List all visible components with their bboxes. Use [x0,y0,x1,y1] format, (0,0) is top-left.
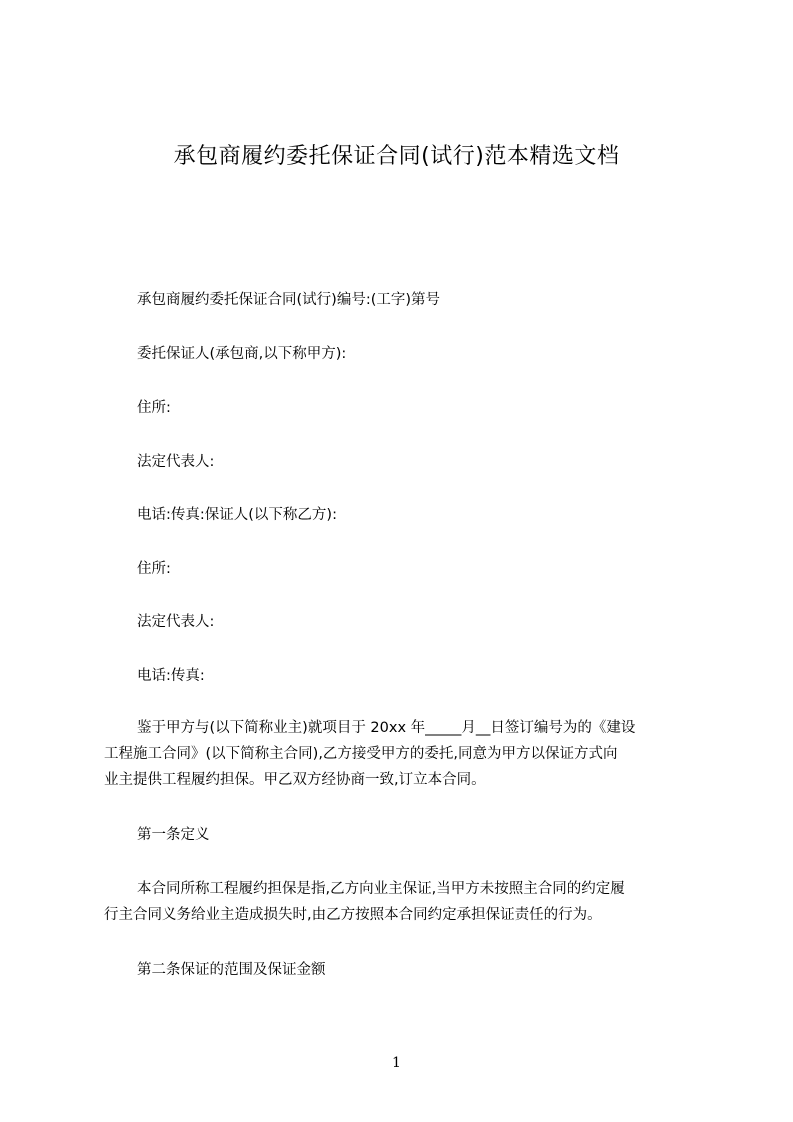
recital-line-3: 业主提供工程履约担保。甲乙双方经协商一致,订立本合同。 [104,772,486,788]
article-1-heading: 第一条定义 [137,827,210,843]
principal-representative-line: 法定代表人: [137,454,215,470]
recital-line-1: 鉴于甲方与(以下简称业主)就项目于 20xx 年_____月__日签订编号为的《建设 [137,720,636,736]
recital-paragraph [104,715,694,793]
article-1-body [104,876,694,928]
contract-number-line: 承包商履约委托保证合同(试行)编号:(工字)第号 [137,292,441,308]
document-title: 承包商履约委托保证合同(试行)范本精选文档 [173,144,620,169]
article-2-heading: 第二条保证的范围及保证金额 [137,962,326,978]
guarantor-address-line: 住所: [137,561,171,577]
principal-address-line: 住所: [137,400,171,416]
article-1-body-line-1: 本合同所称工程履约担保是指,乙方向业主保证,当甲方未按照主合同的约定履 [137,881,625,897]
guarantor-contact-line: 电话:传真: [137,668,205,684]
article-1-body-line-2: 行主合同义务给业主造成损失时,由乙方按照本合同约定承担保证责任的行为。 [104,907,602,923]
page-number: 1 [392,1055,401,1071]
principal-contact-guarantor-line: 电话:传真:保证人(以下称乙方): [137,507,337,523]
guarantor-representative-line: 法定代表人: [137,614,215,630]
principal-party-line: 委托保证人(承包商,以下称甲方): [137,346,347,362]
recital-line-2: 工程施工合同》(以下简称主合同),乙方接受甲方的委托,同意为甲方以保证方式向 [104,746,618,762]
